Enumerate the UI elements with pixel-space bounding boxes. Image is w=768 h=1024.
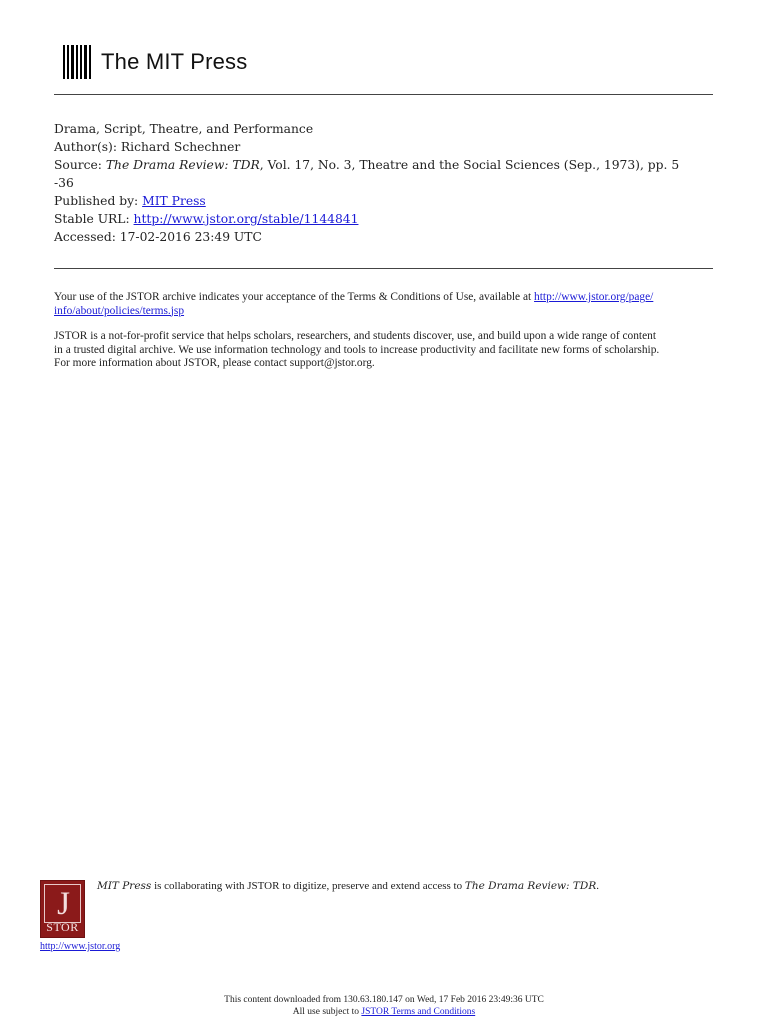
author-line xyxy=(54,138,716,156)
article-title: Drama, Script, Theatre, and Performance xyxy=(54,122,314,136)
about-line-1: JSTOR is a not-for-profit service that helps scholars, researchers, and students discover, use, and build upon a wide range of content xyxy=(54,330,657,342)
source-pages-continuation: -36 xyxy=(54,176,74,190)
terms-text: Your use of the JSTOR archive indicates your acceptance of the Terms & Conditions of Use, available at xyxy=(54,291,532,303)
terms-link-part-2[interactable]: info/about/policies/terms.jsp xyxy=(54,304,185,317)
terms-link-part-1[interactable]: http://www.jstor.org/page/ xyxy=(534,291,654,303)
terms-paragraph xyxy=(54,291,716,318)
publisher-name: The MIT Press xyxy=(101,49,248,74)
collab-publisher: MIT Press xyxy=(97,880,152,892)
publisher-link[interactable]: MIT Press xyxy=(142,194,206,208)
download-footer xyxy=(0,994,768,1018)
source-details: , Vol. 17, No. 3, Theatre and the Social Sciences (Sep., 1973), pp. 5 xyxy=(259,158,680,172)
citation-block xyxy=(54,120,716,246)
stable-url-line xyxy=(54,210,716,228)
jstor-logo-icon[interactable] xyxy=(40,880,85,938)
terms-line-1 xyxy=(54,291,716,305)
terms-notice-prefix: All use subject to xyxy=(292,1007,362,1017)
citation-divider xyxy=(54,268,713,269)
about-line-2: in a trusted digital archive. We use information technology and tools to increase productivity and facilitate new forms of scholarship. xyxy=(54,343,660,356)
jstor-logo-word: STOR xyxy=(46,920,79,934)
jstor-home-link[interactable]: http://www.jstor.org xyxy=(40,941,121,952)
accessed-date: 17-02-2016 23:49 UTC xyxy=(119,230,262,244)
terms-section xyxy=(54,291,716,383)
collaboration-note xyxy=(97,880,599,892)
collab-journal: The Drama Review: TDR xyxy=(464,880,597,892)
source-label: Source: xyxy=(54,158,102,172)
journal-name: The Drama Review: TDR xyxy=(105,158,260,172)
accessed-line xyxy=(54,228,716,246)
jstor-logo-letter: J xyxy=(57,886,70,922)
about-line-3: For more information about JSTOR, please contact support@jstor.org. xyxy=(54,357,375,369)
jstor-logo-frame xyxy=(44,884,81,923)
collab-period: . xyxy=(596,880,599,892)
mit-press-logo xyxy=(63,44,247,80)
collab-text: is collaborating with JSTOR to digitize, preserve and extend access to xyxy=(151,880,465,892)
published-by-label: Published by: xyxy=(54,194,139,208)
jstor-terms-link[interactable]: JSTOR Terms and Conditions xyxy=(361,1007,476,1017)
stable-url-label: Stable URL: xyxy=(54,212,130,226)
stable-url-link[interactable]: http://www.jstor.org/stable/1144841 xyxy=(133,212,359,226)
published-by-line xyxy=(54,192,716,210)
author-label: Author(s): xyxy=(54,140,117,154)
source-line xyxy=(54,156,716,174)
header-divider xyxy=(54,94,713,95)
download-info: This content downloaded from 130.63.180.147 on Wed, 17 Feb 2016 23:49:36 UTC xyxy=(224,995,544,1005)
author-name: Richard Schechner xyxy=(120,140,241,154)
accessed-label: Accessed: xyxy=(54,230,116,244)
mit-press-barcode-icon xyxy=(63,45,93,79)
terms-line-2 xyxy=(54,305,716,319)
terms-notice xyxy=(0,1006,768,1018)
jstor-about-paragraph xyxy=(54,330,716,371)
